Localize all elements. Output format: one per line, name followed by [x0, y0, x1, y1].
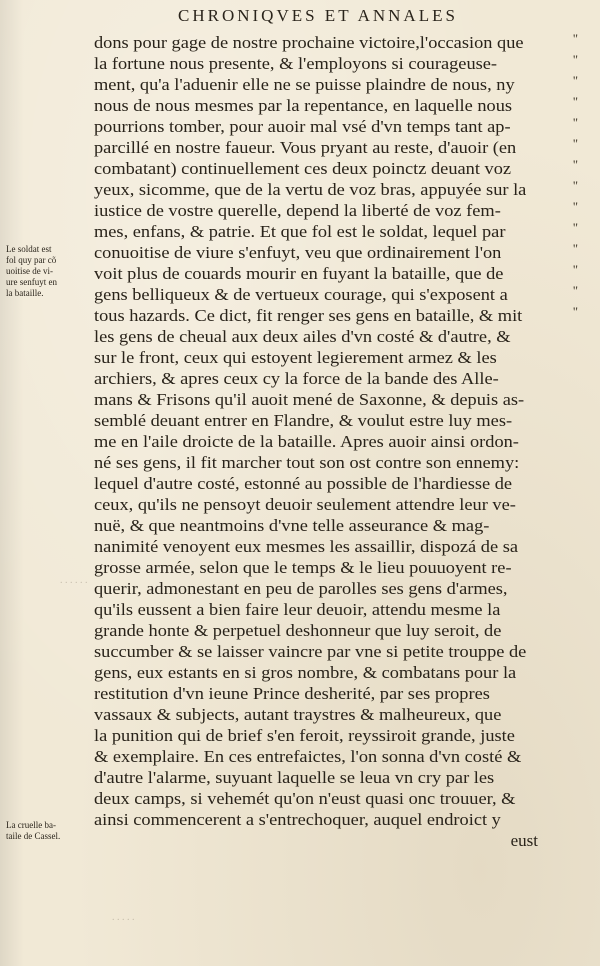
body-line-text: gens, eux estants en si gros nombre, & combatans pour la — [94, 663, 517, 682]
body-line — [94, 410, 574, 431]
quotation-mark: " — [572, 52, 578, 67]
body-line-text: gens belliqueux & de vertueux courage, qui s'exposent a — [94, 285, 508, 304]
body-line — [94, 431, 574, 452]
quotation-mark: " — [572, 73, 578, 88]
body-line-text: la punition qui de brief s'en feroit, reyssiroit grande, juste — [94, 726, 515, 745]
quotation-mark: " — [572, 262, 578, 277]
body-line — [94, 220, 578, 242]
running-title: CHRONIQVES ET ANNALES — [178, 6, 458, 25]
body-line — [94, 452, 574, 473]
body-line — [94, 725, 574, 746]
body-line-text: voit plus de couards mourir en fuyant la bataille, que de — [94, 264, 504, 283]
body-line — [94, 283, 578, 305]
body-line-text: succumber & se laisser vaincre par vne si petite trouppe de — [94, 642, 527, 661]
body-line-text: nuë, & que neantmoins d'vne telle asseurance & mag- — [94, 516, 490, 535]
body-line-text: conuoitise de viure s'enfuyt, veu que ordinairement l'on — [94, 243, 502, 262]
margin-note-line: la bataille. — [6, 288, 44, 298]
margin-note-line: fol quy par cõ — [6, 255, 57, 265]
quotation-mark: " — [572, 304, 578, 319]
body-line-text: & exemplaire. En ces entrefaictes, l'on sonna d'vn costé & — [94, 747, 522, 766]
body-line — [94, 136, 578, 158]
body-line — [94, 199, 578, 221]
quotation-mark: " — [572, 157, 578, 172]
body-line — [94, 31, 578, 53]
body-line-text: la fortune nous presente, & l'employons si courageuse- — [94, 54, 498, 73]
body-line-text: d'autre l'alarme, suyuant laquelle se leua vn cry par les — [94, 768, 495, 787]
margin-note-line: taile de Cassel. — [6, 831, 61, 841]
body-line-text: tous hazards. Ce dict, fit renger ses gens en bataille, & mit — [94, 306, 523, 325]
body-line-text: les gens de cheual aux deux ailes d'vn costé & d'autre, & — [94, 327, 511, 346]
body-line-text: restitution d'vn ieune Prince desherité, par ses propres — [94, 684, 490, 703]
body-line — [94, 788, 574, 809]
body-line-text: ment, qu'a l'aduenir elle ne se puisse plaindre de nous, ny — [94, 75, 515, 94]
body-line — [94, 515, 574, 536]
body-line-text: ainsi commencerent a s'entrechoquer, auquel endroict y — [94, 810, 501, 829]
body-line-text: nous de nous mesmes par la repentance, en laquelle nous — [94, 96, 513, 115]
quotation-mark: " — [572, 178, 578, 193]
bleed-through-mark: . . . . . — [112, 912, 135, 923]
body-line — [94, 704, 574, 725]
quotation-mark: " — [572, 220, 578, 235]
quotation-mark: " — [572, 241, 578, 256]
body-line — [94, 662, 574, 683]
quotation-mark: " — [572, 94, 578, 109]
bleed-through-mark: . . . . . . — [60, 575, 88, 586]
margin-note-cruelle — [6, 820, 60, 842]
body-line — [94, 536, 574, 557]
body-line — [94, 94, 578, 116]
body-line — [94, 178, 578, 200]
body-text — [94, 31, 578, 851]
body-line — [94, 578, 574, 599]
body-line — [94, 73, 578, 95]
body-line — [94, 494, 574, 515]
body-line-text: me en l'aile droicte de la bataille. Apres auoir ainsi ordon- — [94, 432, 519, 451]
body-line — [94, 115, 578, 137]
quotation-mark: " — [572, 115, 578, 130]
body-line — [94, 599, 574, 620]
body-line-text: vassaux & subjects, autant traystres & malheureux, que — [94, 705, 502, 724]
body-line-text: archiers, & apres ceux cy la force de la bande des Alle- — [94, 369, 499, 388]
body-line — [94, 620, 574, 641]
body-line-text: semblé deuant entrer en Flandre, & voulut estre luy mes- — [94, 411, 513, 430]
body-line — [94, 557, 574, 578]
quotation-mark: " — [572, 31, 578, 46]
body-line-text: deux camps, si vehemét qu'on n'eust quasi onc trouuer, & — [94, 789, 516, 808]
margin-note-line: uoitise de vi- — [6, 266, 53, 276]
body-line — [94, 641, 574, 662]
body-line-text: dons pour gage de nostre prochaine victoire,l'occasion que — [94, 33, 524, 52]
body-line-text: grande honte & perpetuel deshonneur que luy seroit, de — [94, 621, 502, 640]
catchword-line — [94, 830, 574, 851]
margin-note-line: La cruelle ba- — [6, 820, 56, 830]
body-line — [94, 262, 578, 284]
body-line — [94, 809, 574, 830]
body-line — [94, 241, 578, 263]
body-line — [94, 157, 578, 179]
body-line — [94, 368, 574, 389]
body-line — [94, 52, 578, 74]
body-line-text: grosse armée, selon que le temps & le lieu pouuoyent re- — [94, 558, 512, 577]
body-line-text: né ses gens, il fit marcher tout son ost contre son ennemy: — [94, 453, 520, 472]
body-line-text: combatant) continuellement ces deux poinctz deuant voz — [94, 159, 512, 178]
body-line-text: sur le front, ceux qui estoyent legierement armez & les — [94, 348, 497, 367]
body-line — [94, 767, 574, 788]
body-line — [94, 683, 574, 704]
body-line-text: querir, admonestant en peu de parolles ses gens d'armes, — [94, 579, 508, 598]
body-line-text: ceux, qu'ils ne pensoyt deuoir seulement attendre leur ve- — [94, 495, 516, 514]
margin-note-line: ure senfuyt en — [6, 277, 57, 287]
quotation-mark: " — [572, 283, 578, 298]
body-line-text: qu'ils eussent a bien faire leur deuoir, attendu mesme la — [94, 600, 501, 619]
body-line-text: mes, enfans, & patrie. Et que fol est le soldat, lequel par — [94, 222, 506, 241]
body-line-text: iustice de vostre querelle, depend la liberté de voz fem- — [94, 201, 501, 220]
quotation-mark: " — [572, 199, 578, 214]
body-line-text: mans & Frisons qu'il auoit mené de Saxonne, & depuis as- — [94, 390, 525, 409]
body-line — [94, 473, 574, 494]
body-line — [94, 347, 574, 368]
body-line-text: yeux, sicomme, que de la vertu de voz bras, appuyée sur la — [94, 180, 527, 199]
body-line — [94, 389, 574, 410]
body-line-text: pourrions tomber, pour auoir mal vsé d'vn temps tant ap- — [94, 117, 511, 136]
margin-note-soldat — [6, 244, 57, 299]
body-line-text: parcillé en nostre faueur. Vous pryant au reste, d'auoir (en — [94, 138, 517, 157]
margin-note-line: Le soldat est — [6, 244, 52, 254]
body-line — [94, 304, 578, 326]
catchword: eust — [510, 831, 538, 850]
body-line-text: lequel d'autre costé, estonné au possible de l'hardiesse de — [94, 474, 513, 493]
body-line — [94, 746, 574, 767]
body-line-text: nanimité venoyent eux mesmes les assaillir, dispozá de sa — [94, 537, 518, 556]
body-line — [94, 326, 574, 347]
quotation-mark: " — [572, 136, 578, 151]
